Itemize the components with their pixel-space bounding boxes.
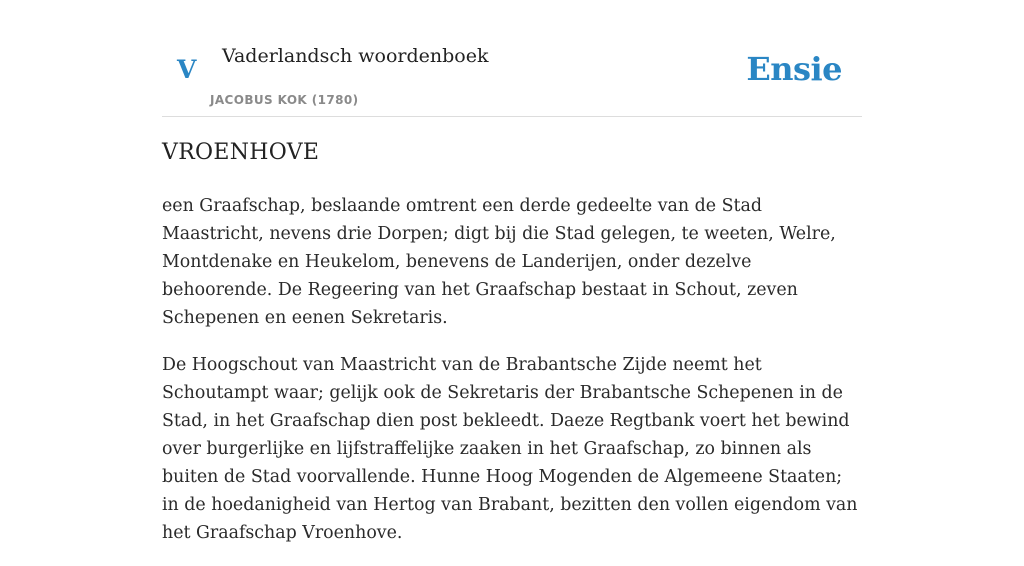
- entry-paragraph: De Hoogschout van Maastricht van de Brabantsche Zijde neemt het Schoutampt waar; gelijk ook de Sekretaris der Brabantsche Schepenen in de Stad, in het Graafschap dien post bekleedt. Daeze Regtbank voert het bewind over burgerlijke en lijfstraffelijke zaaken in het Graafschap, zo binnen als buiten de Stad voorvallende. Hunne Hoog Mogenden de Algemeene Staaten; in de hoedanigheid van Hertog van Brabant, bezitten den vollen eigendom van het Graafschap Vroenhove.: [162, 355, 858, 543]
- entry-paragraph: een Graafschap, beslaande omtrent een derde gedeelte van de Stad Maastricht, nevens drie Dorpen; digt bij die Stad gelegen, te weeten, Welre, Montdenake en Heukelom, benevens de Landerijen, onder dezelve behoorende. De Regeering van het Graafschap bestaat in Schout, zeven Schepenen en eenen Sekretaris.: [162, 196, 836, 328]
- ensie-logo[interactable]: Ensie: [746, 50, 842, 88]
- entry-title: VROENHOVE: [162, 140, 320, 165]
- book-initial-icon[interactable]: V: [177, 55, 197, 84]
- book-title-link[interactable]: Vaderlandsch woordenboek: [222, 45, 489, 67]
- entry-content: [162, 192, 862, 566]
- author-label: JACOBUS KOK (1780): [210, 93, 359, 107]
- page-header: [162, 0, 862, 117]
